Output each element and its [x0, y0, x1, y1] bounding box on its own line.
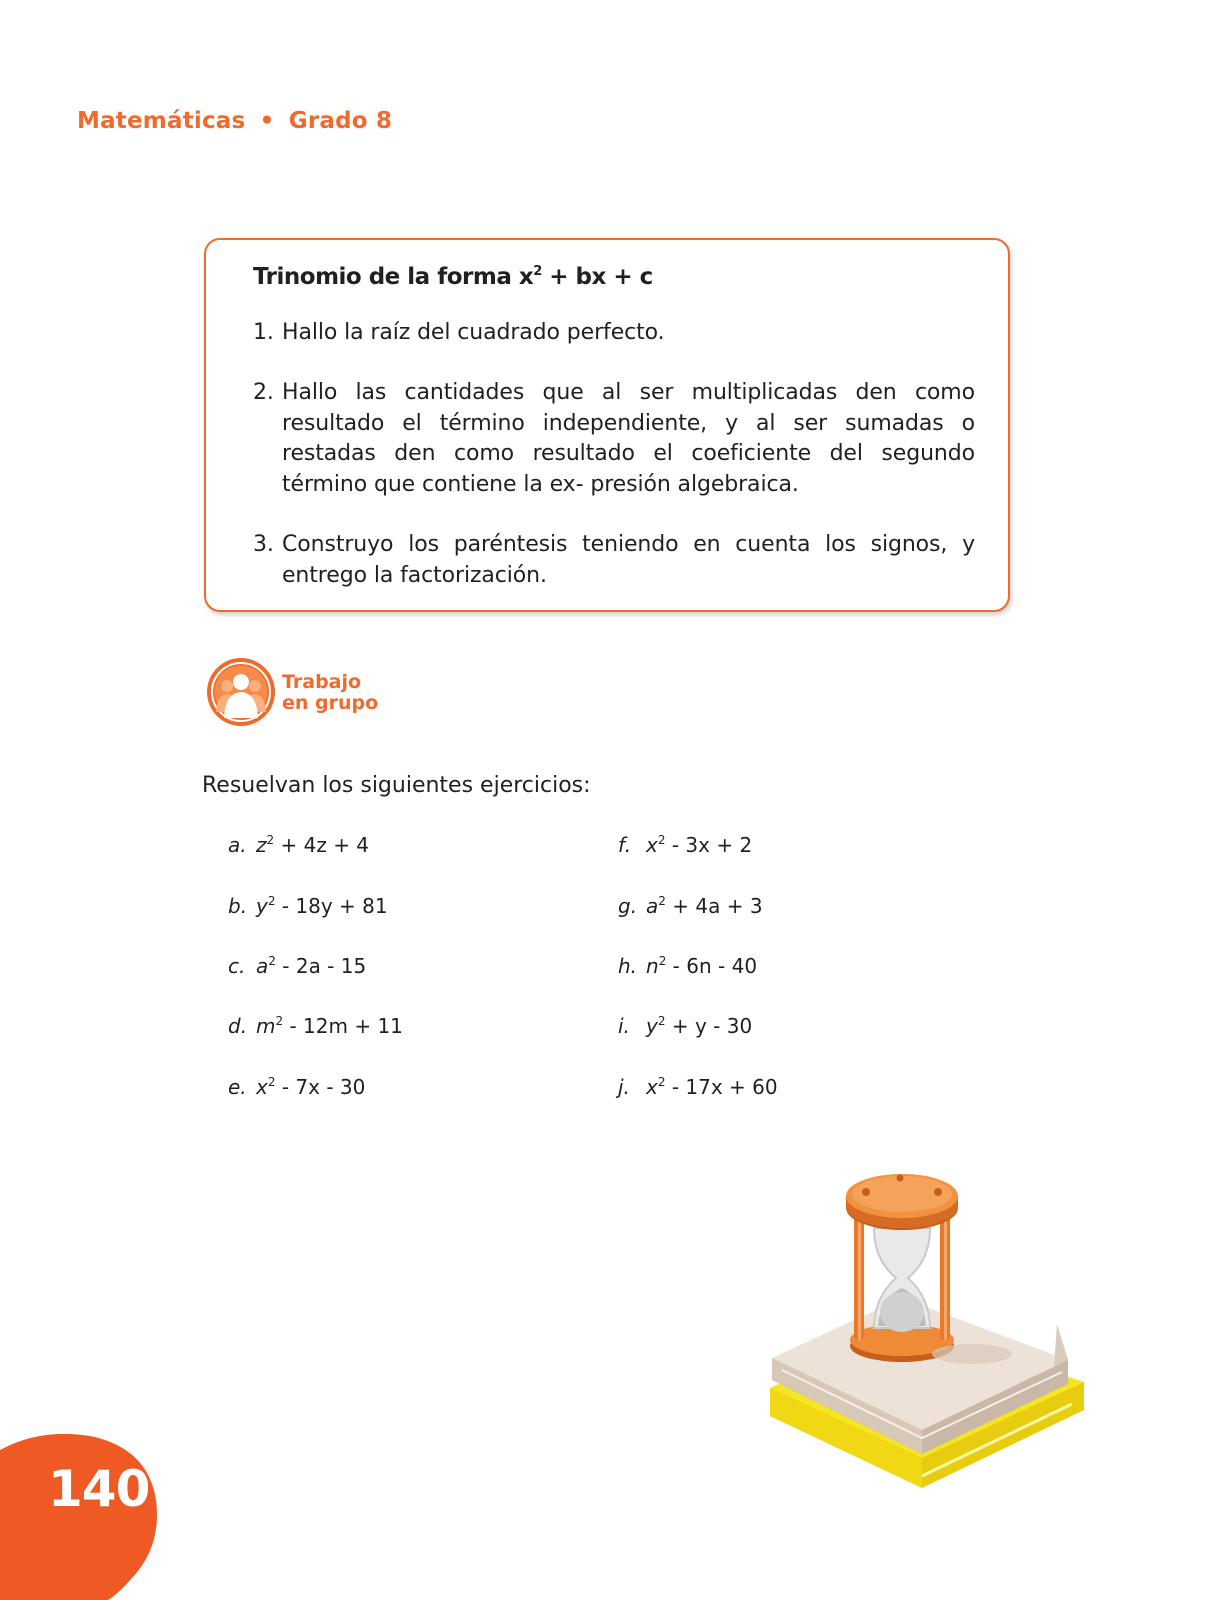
hourglass-on-books-illustration [762, 1148, 1092, 1493]
step-number: 1. [253, 320, 274, 345]
grade-label: Grado 8 [288, 108, 393, 134]
procedure-box [204, 238, 1010, 612]
step-number: 2. [253, 380, 274, 405]
step-1 [253, 318, 975, 349]
exercise-i: i. $y^2 + y - 30$ [618, 1014, 753, 1038]
step-2 [253, 378, 975, 500]
header-separator: • [259, 108, 275, 134]
exercise-j: j. $x^2 - 17x + 60$ [618, 1075, 778, 1099]
exercise-g: g. $a^2 + 4a + 3$ [618, 894, 763, 918]
step-text: Hallo las cantidades que al ser multiplicadas den como resultado el término independiente, y al ser sumadas o restadas den como resultado el coeficiente del segundo término que contiene la ex- presión algebraica. [282, 380, 975, 497]
title-exponent: 2 [533, 264, 542, 279]
page-number: 140 [48, 1460, 150, 1518]
instructions-text: Resuelvan los siguientes ejercicios: [202, 773, 591, 798]
step-text: Construyo los paréntesis teniendo en cuenta los signos, y entrego la factorización. [282, 532, 975, 588]
exercise-h: h. $n^2 - 6n - 40$ [618, 954, 758, 978]
exercise-a: a. $z^2 + 4z + 4$ [228, 833, 370, 857]
subject-label: Matemáticas [77, 108, 246, 134]
step-text: Hallo la raíz del cuadrado perfecto. [282, 320, 665, 345]
box-title: Trinomio de la forma $x^2$ + bx + c [253, 264, 653, 290]
exercise-b: b. $y^2 - 18y + 81$ [228, 894, 388, 918]
group-work-label: Trabajo en grupo [282, 671, 379, 714]
group-people-icon [206, 657, 276, 727]
exercise-e: e. $x^2 - 7x - 30$ [228, 1075, 366, 1099]
page-header [77, 108, 392, 134]
exercise-f: f. $x^2 - 3x + 2$ [618, 833, 753, 857]
exercise-d: d. $m^2 - 12m + 11$ [228, 1014, 403, 1038]
step-number: 3. [253, 532, 274, 557]
exercise-c: c. $a^2 - 2a - 15$ [228, 954, 367, 978]
step-3 [253, 530, 975, 591]
